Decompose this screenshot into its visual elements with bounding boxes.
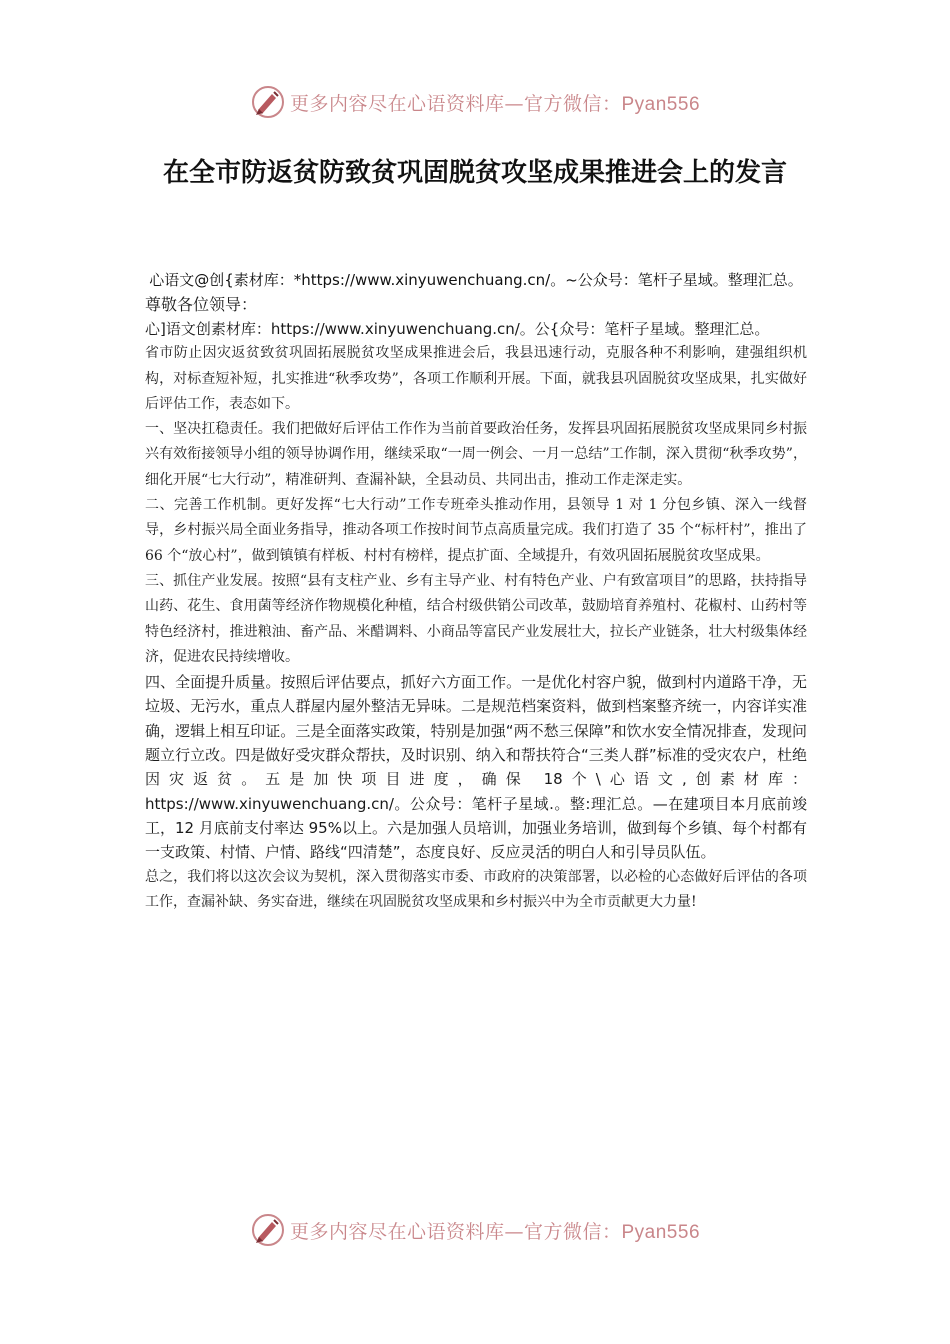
watermark-banner-top	[0, 82, 950, 122]
watermark-wechat: Pyan556	[621, 93, 701, 115]
document-title: 在全市防返贫防致贫巩固脱贫攻坚成果推进会上的发言	[162, 158, 787, 188]
pen-logo-icon	[250, 84, 286, 120]
source-line: 心语文@创{素材库：*https://www.xinyuwenchuang.cn/。~公众号：笔杆子星域。整理汇总。	[149, 271, 803, 289]
paragraph-3: 三、抓住产业发展。按照“县有支柱产业、乡有主导产业、村有特色产业、户有致富项目”的思路，扶持指导山药、花生、食用菌等经济作物规模化种植，结合村级供销公司改革，鼓励培育养殖村、花椒村、山药村等特色经济村，推进粮油、畜产品、米醋调料、小商品等富民产业发展壮大，拉长产业链条，壮大村级集体经济，促进农民持续增收。	[145, 572, 807, 665]
salutation: 尊敬各位领导：	[145, 295, 258, 314]
paragraph-1: 一、坚决扛稳责任。我们把做好后评估工作作为当前首要政治任务，发挥县巩固拓展脱贫攻坚成果同乡村振兴有效衔接领导小组的领导协调作用，继续采取“一周一例会、一月一总结”工作制，深入贯彻“秋季攻势”，细化开展“七大行动”，精准研判、查漏补缺，全县动员、共同出击，推动工作走深走实。	[145, 421, 807, 488]
paragraph-conclusion: 总之，我们将以这次会议为契机，深入贯彻落实市委、市政府的决策部署，以必检的心态做好后评估的各项工作，查漏补缺、务实奋进，继续在巩固脱贫攻坚成果和乡村振兴中为全市贡献更大力量!	[145, 868, 807, 910]
paragraph-4: 四、全面提升质量。按照后评估要点，抓好六方面工作。一是优化村容户貌，做到村内道路干净，无垃圾、无污水，重点人群屋内屋外整洁无异味。二是规范档案资料，做到档案整齐统一，内容详实准确，逻辑上相互印证。三是全面落实政策，特别是加强“两不愁三保障”和饮水安全情况排查，发现问题立行立改。四是做好受灾群众帮扶，及时识别、纳入和帮扶符合“三类人群”标准的受灾农户，杜绝因灾返贫。五是加快项目进度，确保 18个\心语文,创素材库：https://www.xinyuwenchuang.cn/。公众号：笔杆子星域.。整:理汇总。—在建项目本月底前竣工，12 月底前支付率达 95%以上。六是加强人员培训，加强业务培训，做到每个乡镇、每个村都有一支政策、村情、户情、路线“四清楚”，态度良好、反应灵活的明白人和引导员队伍。	[145, 673, 807, 862]
pen-logo-icon	[250, 1212, 286, 1248]
paragraph-intro: 省市防止因灾返贫致贫巩固拓展脱贫攻坚成果推进会后，我县迅速行动，克服各种不利影响，建强组织机构，对标查短补短，扎实推进“秋季攻势”，各项工作顺利开展。下面，就我县巩固脱贫攻坚成果，扎实做好后评估工作，表态如下。	[145, 345, 807, 412]
watermark-wechat: Pyan556	[621, 1221, 701, 1243]
watermark-text: 更多内容尽在心语资料库—官方微信：Pyan556	[289, 1220, 701, 1243]
watermark-text: 更多内容尽在心语资料库—官方微信：Pyan556	[289, 92, 701, 115]
document-body	[145, 268, 807, 915]
paragraph-2: 二、完善工作机制。更好发挥“七大行动”工作专班牵头推动作用，县领导 1 对 1 分包乡镇、深入一线督导，乡村振兴局全面业务指导，推动各项工作按时间节点高质量完成。我们打造了 35 个“标杆村”，推出了 66 个“放心村”，做到镇镇有样板、村村有榜样，提点扩面、全域提升，有效巩固拓展脱贫攻坚成果。	[145, 497, 807, 564]
watermark-banner-bottom	[0, 1210, 950, 1250]
source-line-2: 心]语文创素材库：https://www.xinyuwenchuang.cn/。公{众号：笔杆子星域。整理汇总。	[145, 320, 770, 338]
